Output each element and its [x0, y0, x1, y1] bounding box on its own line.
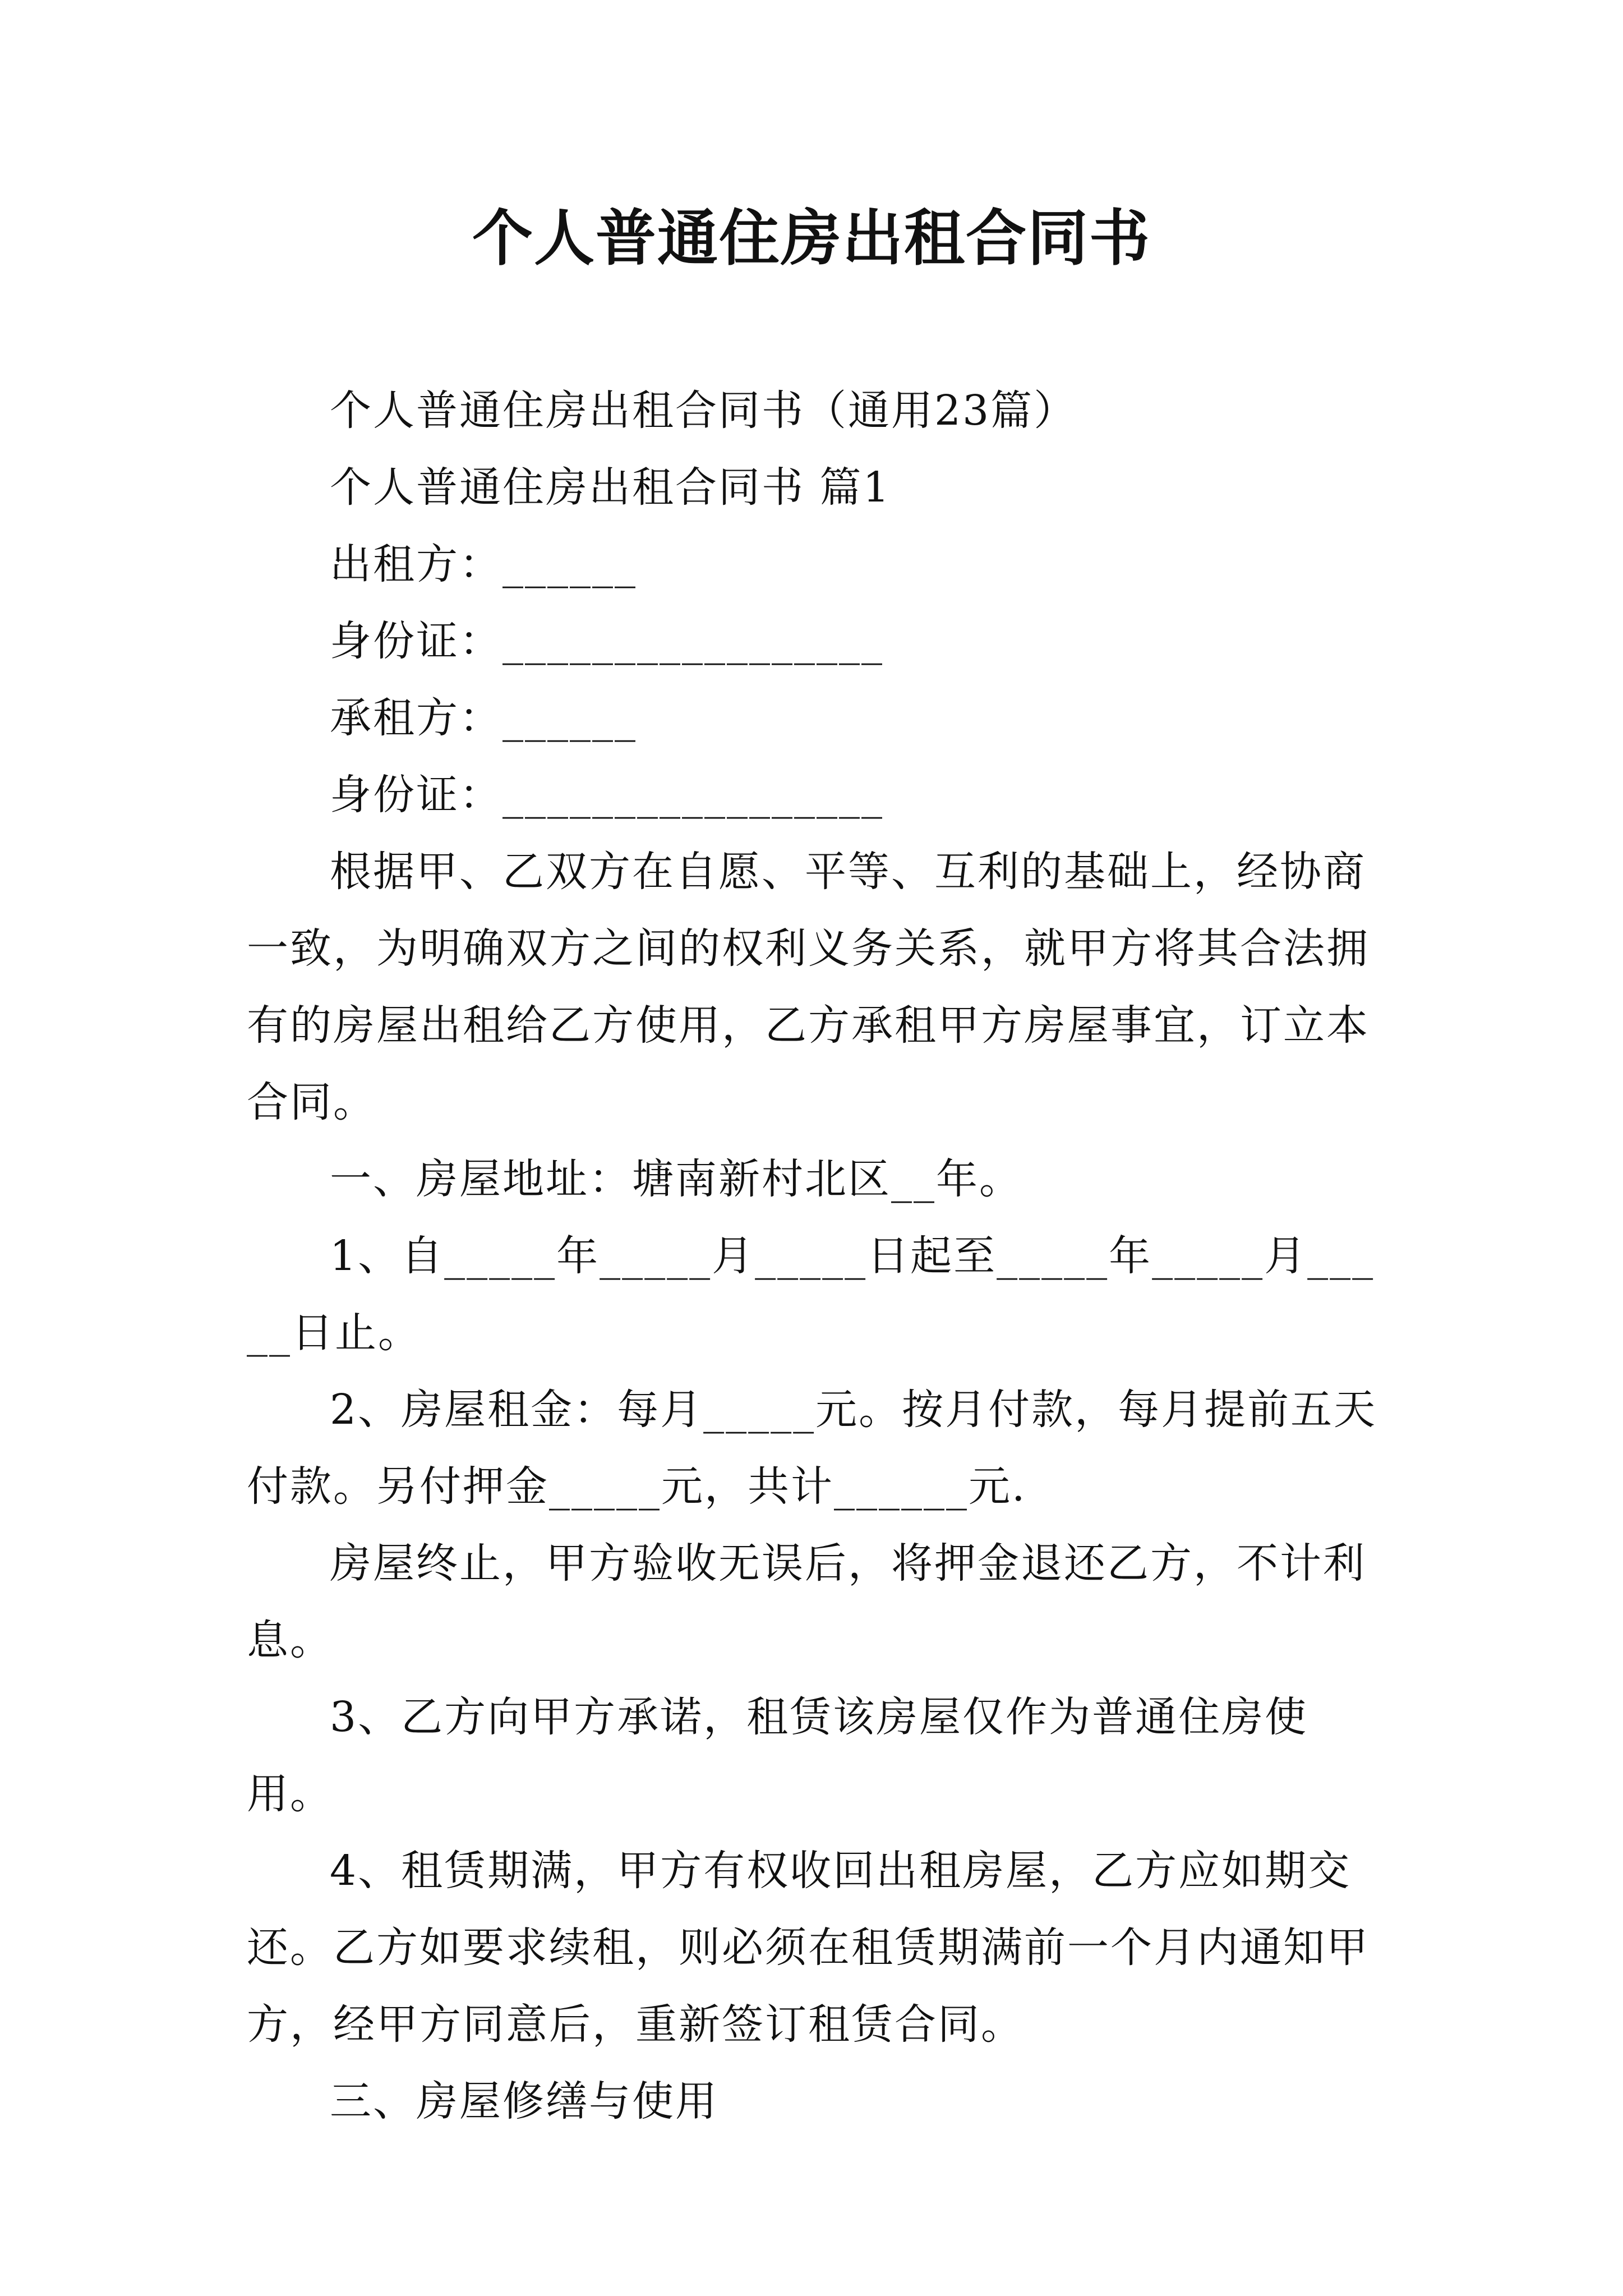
lessee-id-field: 身份证：_________________	[330, 771, 884, 819]
page-title: 个人普通住房出租合同书	[472, 203, 1151, 274]
preamble-paragraph: 根据甲、乙双方在自愿、平等、互利的基础上，经协商一致，为明确双方之间的权利义务关系，就甲方将其合法拥有的房屋出租给乙方使用，乙方承租甲方房屋事宜，订立本合同。	[247, 848, 1370, 1126]
lessee-field: 承租方：______	[330, 694, 637, 742]
clause-rent: 2、房屋租金：每月_____元。按月付款，每月提前五天付款。另付押金_____元，共计______元.	[247, 1386, 1377, 1511]
document-body	[247, 372, 1385, 2140]
section-repair-heading: 三、房屋修缮与使用	[330, 2077, 718, 2125]
clause-term: 1、自_____年_____月_____日起至_____年_____月_____日止。	[247, 1232, 1375, 1357]
subtitle: 个人普通住房出租合同书（通用23篇）	[330, 386, 1077, 435]
clause-address: 一、房屋地址：塘南新村北区__年。	[330, 1155, 1022, 1203]
lessor-field: 出租方：______	[330, 540, 637, 588]
clause-deposit-return: 房屋终止，甲方验收无误后，将押金退还乙方，不计利息。	[247, 1539, 1366, 1664]
section-heading: 个人普通住房出租合同书 篇1	[330, 463, 891, 512]
lessor-id-field: 身份证：_________________	[330, 617, 884, 665]
clause-renewal: 4、租赁期满，甲方有权收回出租房屋，乙方应如期交还。乙方如要求续租，则必须在租赁期满前一个月内通知甲方，经甲方同意后，重新签订租赁合同。	[247, 1847, 1370, 2049]
clause-usage: 3、乙方向甲方承诺，租赁该房屋仅作为普通住房使用。	[247, 1693, 1308, 1818]
